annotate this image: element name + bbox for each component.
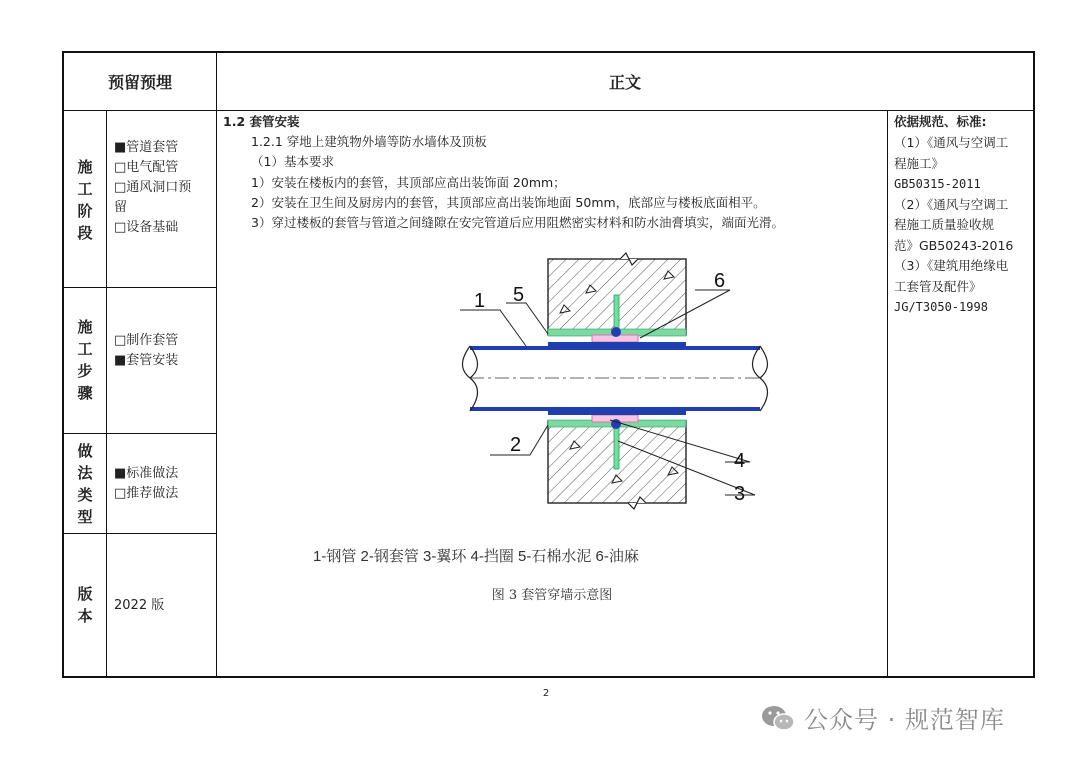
steel-pipe (463, 346, 768, 411)
stage-options (114, 138, 191, 238)
spec-line: （2）《通风与空调工 (894, 196, 1009, 212)
subsection-title: 1.2.1 穿地上建筑物外墙等防水墙体及顶板 (251, 134, 487, 149)
steps-label: 施 工 步 骤 (77, 318, 93, 402)
spec-line: 程施工质量验收规 (894, 217, 995, 232)
left-header-title: 预留预埋 (107, 73, 172, 92)
option-standard: ■标准做法 (114, 466, 179, 481)
label-2: 2 (510, 434, 522, 456)
steel-sleeve-top (548, 342, 686, 346)
page-number: 2 (542, 688, 550, 699)
requirements-title: （1）基本要求 (251, 154, 334, 169)
label-1: 1 (474, 290, 486, 312)
figure-caption: 图 3 套管穿墙示意图 (491, 588, 613, 603)
main-header-title: 正文 (608, 73, 641, 92)
option-equipment-base: □设备基础 (114, 220, 179, 235)
method-options (114, 464, 178, 504)
version-value: 2022 版 (114, 598, 165, 613)
option-vent-opening: □通风洞口预 (114, 180, 192, 195)
spec-line: 范》GB50243-2016 (894, 237, 1014, 253)
spec-line: GB50315-2011 (894, 177, 981, 191)
sleeve-diagram (440, 245, 800, 515)
spec-line: 程施工》 (894, 155, 945, 171)
option-install-sleeve: ■套管安装 (114, 353, 179, 368)
label-3: 3 (734, 483, 746, 505)
option-pipe-sleeve: ■管道套管 (114, 140, 179, 155)
label-5: 5 (513, 284, 525, 306)
wechat-icon (760, 703, 796, 733)
diagram-legend: 1-钢管 2-钢套管 3-翼环 4-挡圈 5-石棉水泥 6-油麻 (313, 548, 639, 565)
stage-label: 施 工 阶 段 (77, 158, 93, 242)
option-make-sleeve: □制作套管 (114, 333, 179, 348)
watermark-text: 公众号 · 规范智库 (804, 706, 1005, 734)
label-6: 6 (714, 270, 726, 292)
watermark (760, 700, 1005, 735)
requirement-3: 3）穿过楼板的套管与管道之间缝隙在安完管道后应用阻燃密实材料和防水油膏填实，端面光滑。 (251, 215, 784, 230)
steel-sleeve-bottom (548, 411, 686, 415)
specs-list (894, 133, 1032, 318)
option-electrical-conduit: □电气配管 (114, 160, 179, 175)
steps-options (114, 331, 178, 371)
spec-line: （1）《通风与空调工 (894, 135, 1009, 150)
method-label: 做 法 类 型 (77, 442, 93, 526)
requirement-2: 2）安装在卫生间及厨房内的套管，其顶部应高出装饰地面 50mm，底部应与楼板底面相平。 (251, 195, 766, 210)
option-vent-opening-cont: 留 (114, 200, 128, 215)
version-label: 版 本 (77, 585, 93, 625)
requirement-1: 1）安装在楼板内的套管，其顶部应高出装饰面 20mm； (251, 175, 566, 190)
option-recommended: □推荐做法 (114, 486, 179, 501)
section-title: 1.2 套管安装 (223, 114, 300, 129)
spec-line: （3）《建筑用绝缘电 (894, 258, 1009, 273)
spec-line: JG/T3050-1998 (894, 300, 988, 314)
spec-line: 工套管及配件》 (894, 278, 982, 294)
label-4: 4 (734, 450, 746, 472)
specs-title: 依据规范、标准: (894, 114, 987, 129)
